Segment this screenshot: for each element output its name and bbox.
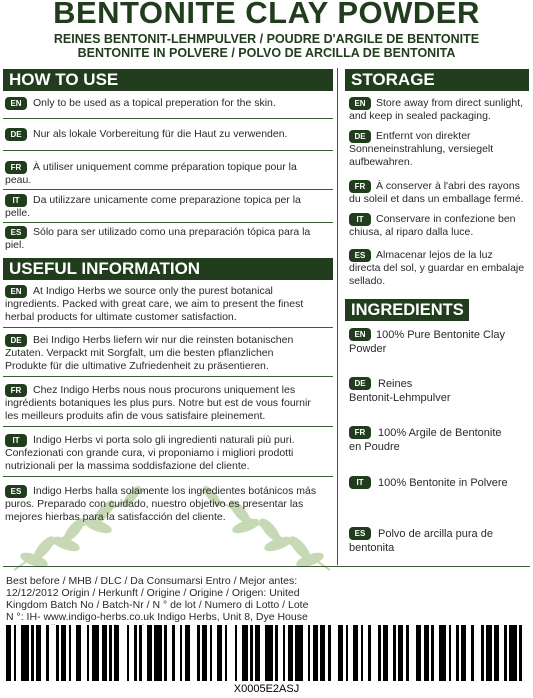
info-text: Indigo Herbs vi porta solo gli ingredienti naturali più puri. (33, 434, 295, 446)
storage-text-wrap: directa del sol, y guardar en embalaje sellado. (349, 262, 525, 287)
language-badge: EN (349, 328, 371, 341)
ingredient-text-wrap: Bentonit-Lehmpulver (349, 392, 451, 404)
how-to-use-text: Sólo para ser utilizado como una preparación tópica para la (33, 226, 311, 238)
barcode-bar (154, 625, 162, 681)
how-to-use-text: Nur als lokale Vorbereitung für die Haut zu verwenden. (33, 128, 288, 140)
how-to-use-heading: HOW TO USE (3, 69, 333, 91)
ingredients-heading: INGREDIENTS (345, 299, 469, 321)
storage-text-wrap: chiusa, al riparo dalla luce. (349, 226, 474, 238)
barcode-bar (331, 625, 339, 681)
barcode-bar (295, 625, 303, 681)
barcode-bar (21, 625, 29, 681)
ingredient-text-wrap: en Poudre (349, 441, 400, 453)
language-badge: DE (5, 334, 27, 347)
language-badge: FR (349, 180, 371, 193)
barcode-bar (371, 625, 379, 681)
divider (3, 150, 333, 151)
footer-divider (3, 566, 530, 567)
storage-text-wrap: du soleil et dans un emballage fermé. (349, 193, 524, 205)
language-badge: ES (5, 226, 27, 239)
barcode-bar (227, 625, 235, 681)
barcode-bar (439, 625, 447, 681)
how-to-use-text-wrap: pelle. (5, 207, 31, 219)
useful-information-heading: USEFUL INFORMATION (3, 258, 333, 280)
divider (3, 222, 333, 223)
storage-text: À conserver à l'abri des rayons (376, 180, 520, 192)
how-to-use-text: Only to be used as a topical preperation for the skin. (33, 97, 276, 109)
storage-text: Conservare in confezione ben (376, 213, 516, 225)
language-badge: EN (5, 285, 27, 298)
ingredient-text: 100% Bentonite in Polvere (378, 477, 508, 489)
language-badge: EN (5, 97, 27, 110)
how-to-use-text: À utiliser uniquement comme préparation topique pour la (33, 161, 297, 173)
info-text: Chez Indigo Herbs nous nous procurons uniquement les (33, 384, 296, 396)
product-title: BENTONITE CLAY POWDER (53, 0, 480, 30)
info-text: At Indigo Herbs we source only the purest botanical (33, 285, 273, 297)
product-subtitle-line1: REINES BENTONIT-LEHMPULVER / POUDRE D'ARGILE DE BENTONITE (53, 32, 480, 46)
language-badge: FR (349, 426, 371, 439)
language-badge: IT (5, 194, 27, 207)
info-text: Indigo Herbs halla solamente los ingredientes botánicos más (33, 485, 317, 497)
info-text-wrap: Zutaten. Verpackt mit Sorgfalt, um die besten pflanzlichen Produkte für die ultimative Zufriedenheit zu präsentieren. (5, 347, 274, 372)
how-to-use-text-wrap: piel. (5, 239, 25, 251)
storage-text: Entfernt von direkter (376, 130, 471, 142)
ingredient-text-wrap: bentonita (349, 542, 395, 554)
barcode-bar (265, 625, 273, 681)
column-divider (337, 68, 338, 565)
storage-text-wrap: and keep in sealed packaging. (349, 110, 491, 122)
divider (3, 426, 333, 427)
language-badge: ES (349, 249, 371, 262)
info-text: Bei Indigo Herbs liefern wir nur die reinsten botanischen (33, 334, 294, 346)
barcode-bar (409, 625, 417, 681)
language-badge: IT (349, 476, 371, 489)
product-subtitle-line2: BENTONITE IN POLVERE / POLVO DE ARCILLA DE BENTONITA (77, 46, 456, 60)
info-text-wrap: ingrédients botaniques les plus purs. Notre but est de vous fournir les meilleurs produits afin de vous satisfaire pleinement. (5, 397, 311, 422)
ingredient-text: Reines (378, 378, 413, 390)
storage-text: Store away from direct sunlight, (376, 97, 524, 109)
language-badge: DE (349, 130, 371, 143)
divider (3, 327, 333, 328)
ingredient-text: Polvo de arcilla pura de (378, 528, 493, 540)
language-badge: FR (5, 161, 27, 174)
divider (3, 376, 333, 377)
language-badge: FR (5, 384, 27, 397)
language-badge: EN (349, 97, 371, 110)
info-text-wrap: ingredients. Packed with great care, we aim to present the finest herbal products for ultimate customer satisfaction. (5, 298, 304, 323)
language-badge: DE (349, 377, 371, 390)
language-badge: ES (5, 485, 27, 498)
info-text-wrap: puros. Preparado con cuidado, nuestro objetivo es presentar las mejores hierbas para la satisfacción del cliente. (5, 498, 304, 523)
ingredient-text: 100% Pure Bentonite Clay (376, 329, 506, 341)
best-before-origin-text: Best before / MHB / DLC / Da Consumarsi Entro / Mejor antes: 12/12/2012 Origin / Herkunft / Origine / Origine / Origen: United Kingdom Batch No / Batch-Nr / N ° de lot / Numero di Lotto / Lote N °: IH- www.indigo-herbs.co.uk Indigo Herbs, Unit 8, Dye House (6, 575, 309, 623)
info-text-wrap: Confezionati con grande cura, vi proponiamo i migliori prodotti nutrizionali per la massima soddisfazione del cliente. (5, 447, 294, 472)
how-to-use-text-wrap: peau. (5, 174, 32, 186)
language-badge: ES (349, 527, 371, 540)
barcode-bar (522, 625, 527, 681)
storage-text: Almacenar lejos de la luz (376, 249, 493, 261)
language-badge: IT (5, 434, 27, 447)
language-badge: IT (349, 213, 371, 226)
barcode (6, 625, 527, 681)
barcode-bar (49, 625, 57, 681)
barcode-bar (92, 625, 100, 681)
storage-heading: STORAGE (345, 69, 529, 91)
ingredient-text-wrap: Powder (349, 343, 387, 355)
barcode-bar (119, 625, 127, 681)
ingredient-text: 100% Argile de Bentonite (378, 427, 502, 439)
divider (3, 189, 333, 190)
storage-text-wrap: Sonneneinstrahlung, versiegelt aufbewahren. (349, 143, 494, 168)
barcode-number: X0005E2ASJ (233, 683, 300, 695)
barcode-bar (509, 625, 517, 681)
barcode-bar (474, 625, 482, 681)
divider (3, 118, 333, 119)
barcode-bar (190, 625, 198, 681)
divider (3, 476, 333, 477)
how-to-use-text: Da utilizzare unicamente come preparazione topica per la (33, 194, 301, 206)
language-badge: DE (5, 128, 27, 141)
